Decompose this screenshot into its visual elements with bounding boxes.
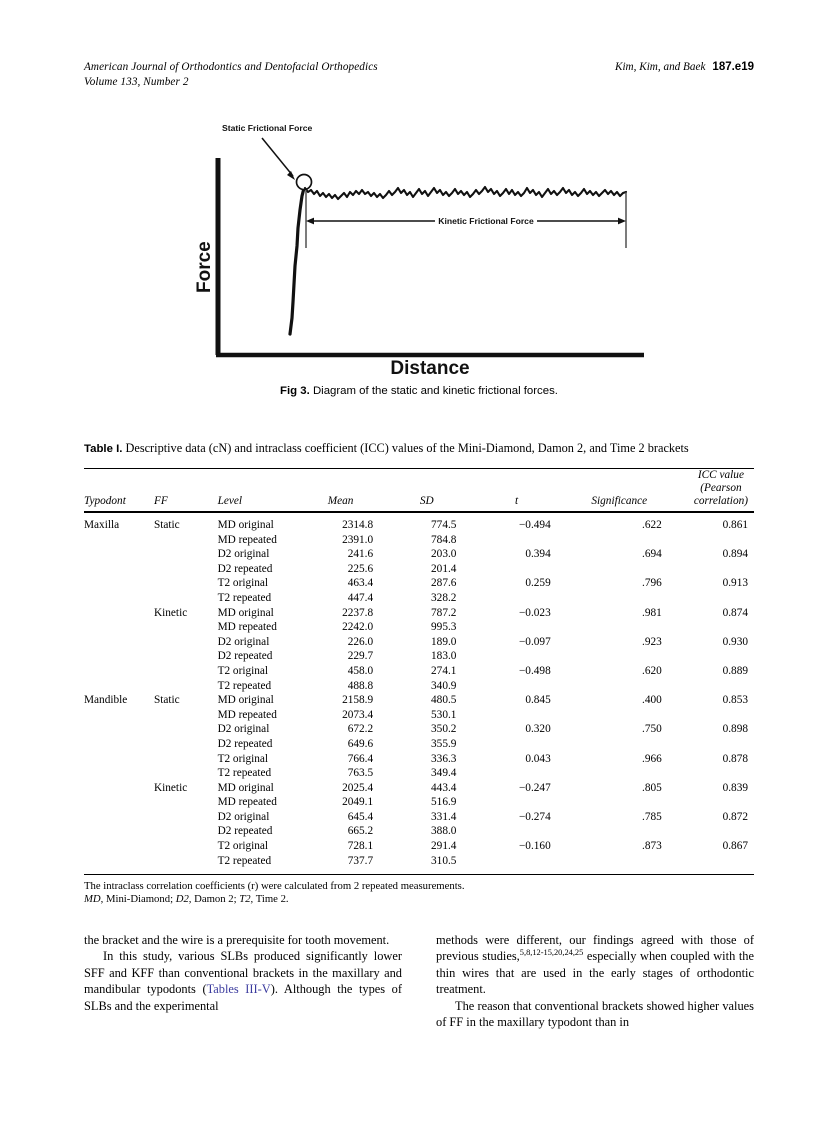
cell-t: 0.043: [525, 752, 551, 765]
cell-sd: 349.4: [431, 767, 457, 780]
table-title: [84, 440, 754, 457]
table-label: Table I.: [84, 443, 123, 455]
cell-icc: 0.878: [722, 752, 748, 765]
running-head-right: [615, 60, 754, 75]
cell-typodont: [84, 635, 154, 650]
table-row: [84, 854, 754, 869]
cell-t: 0.320: [525, 723, 551, 736]
cell-level: MD original: [217, 606, 274, 619]
cell-t: −0.097: [518, 635, 551, 648]
cell-level: MD original: [217, 519, 274, 531]
cell-icc: 0.839: [722, 781, 748, 794]
table-body: [84, 512, 754, 869]
cell-mean: 463.4: [347, 577, 374, 590]
cell-ff: Static: [153, 519, 180, 531]
cell-icc: [694, 854, 754, 869]
cell-t: [482, 854, 576, 869]
cell-icc: [694, 708, 754, 723]
cell-mean: 2242.0: [342, 621, 374, 634]
header-icc-line2: (Pearson correlation): [693, 482, 749, 507]
cell-level: MD original: [217, 781, 274, 794]
cell-sig: .694: [642, 548, 662, 561]
cell-icc: [694, 562, 754, 577]
header-significance: Significance: [577, 469, 694, 512]
cell-level: MD repeated: [217, 796, 277, 809]
cell-icc: [694, 591, 754, 606]
cell-level: MD repeated: [217, 708, 277, 721]
cell-typodont: [84, 752, 154, 767]
cell-mean: 488.8: [347, 679, 374, 692]
cell-sd: 995.3: [431, 621, 457, 634]
body-paragraph-2: [84, 948, 402, 1014]
cell-sig: [577, 562, 694, 577]
cell-sd: 328.2: [431, 591, 457, 604]
cell-sd: 287.6: [431, 577, 457, 590]
cell-level: MD repeated: [217, 621, 277, 634]
cell-t: −0.274: [518, 810, 551, 823]
cell-mean: 2158.9: [342, 694, 374, 707]
cell-ff: [154, 810, 218, 825]
cell-typodont: [84, 577, 154, 592]
cell-sd: 189.0: [431, 635, 457, 648]
cell-t: [482, 650, 576, 665]
cell-ff: [154, 664, 218, 679]
cell-mean: 226.0: [347, 635, 374, 648]
cell-level: MD repeated: [217, 533, 277, 546]
cell-typodont: [84, 664, 154, 679]
cell-level: D2 repeated: [217, 825, 273, 838]
cell-sd: 331.4: [431, 810, 457, 823]
tables-cross-reference-link[interactable]: Tables III-V: [206, 982, 271, 997]
cell-typodont: [84, 737, 154, 752]
cell-mean: 2314.8: [342, 519, 374, 531]
cell-level: T2 repeated: [217, 854, 272, 867]
cell-typodont: [84, 796, 154, 811]
cell-typodont: [84, 810, 154, 825]
cell-sig: .796: [642, 577, 662, 590]
cell-mean: 766.4: [347, 752, 374, 765]
cell-icc: [694, 825, 754, 840]
cell-level: T2 original: [217, 840, 269, 853]
cell-icc: [694, 796, 754, 811]
cell-ff: [154, 621, 218, 636]
header-t: t: [482, 469, 576, 512]
cell-t: −0.498: [518, 664, 551, 677]
cell-sig: [577, 533, 694, 548]
cell-mean: 458.0: [347, 664, 374, 677]
cell-typodont: [84, 533, 154, 548]
cell-level: D2 repeated: [217, 650, 273, 663]
table-row: [84, 577, 754, 592]
cell-mean: 2025.4: [342, 781, 374, 794]
table-row: [84, 737, 754, 752]
header-mean: Mean: [308, 469, 397, 512]
cell-icc: [694, 767, 754, 782]
cell-sd: 355.9: [431, 737, 457, 750]
cell-sig: [577, 825, 694, 840]
footnote-abbr-t2: T2,: [239, 893, 254, 906]
y-axis-title: Force: [194, 241, 215, 293]
cell-mean: 2049.1: [342, 796, 374, 809]
cell-ff: [154, 825, 218, 840]
cell-typodont: [84, 708, 154, 723]
table-row: [84, 694, 754, 709]
header-sd: SD: [397, 469, 482, 512]
friction-diagram-svg: [192, 118, 644, 374]
cell-ff: Kinetic: [153, 606, 188, 619]
cell-icc: [694, 533, 754, 548]
footnote-text-b: Damon 2;: [191, 893, 240, 906]
figure-caption: [84, 384, 754, 399]
table-head: [84, 469, 754, 512]
cell-ff: Kinetic: [153, 781, 188, 794]
cell-icc: 0.894: [722, 548, 748, 561]
cell-ff: [154, 548, 218, 563]
cell-sd: 443.4: [431, 781, 457, 794]
table-row: [84, 781, 754, 796]
cell-level: MD original: [217, 694, 274, 707]
cell-typodont: [84, 781, 154, 796]
cell-sd: 787.2: [431, 606, 457, 619]
cell-sd: 774.5: [431, 519, 457, 531]
cell-sig: .400: [642, 694, 662, 707]
cell-ff: [154, 723, 218, 738]
descriptive-data-table: [84, 469, 754, 869]
cell-sig: .620: [642, 664, 662, 677]
cell-t: [482, 796, 576, 811]
cell-sd: 310.5: [431, 854, 457, 867]
body-p3-text-b: especially when coupled with the thin wires that are used in the early stages of orthodontic treatment.: [436, 949, 754, 997]
header-level: Level: [218, 469, 308, 512]
table-row: [84, 708, 754, 723]
cell-mean: 672.2: [347, 723, 374, 736]
cell-mean: 229.7: [347, 650, 374, 663]
table-row: [84, 752, 754, 767]
cell-t: −0.247: [518, 781, 551, 794]
cell-sig: .923: [642, 635, 662, 648]
cell-level: T2 original: [217, 577, 269, 590]
running-head: [84, 60, 754, 94]
cell-sig: .785: [642, 810, 662, 823]
cell-level: T2 original: [217, 664, 269, 677]
cell-level: D2 original: [217, 810, 270, 823]
footnote-abbr-md: MD,: [84, 893, 104, 906]
body-column-left: [84, 932, 402, 1014]
cell-icc: [694, 650, 754, 665]
cell-sd: 784.8: [431, 533, 457, 546]
cell-ff: [154, 839, 218, 854]
body-text: [84, 932, 754, 1082]
cell-sig: .750: [642, 723, 662, 736]
cell-sd: 183.0: [431, 650, 457, 663]
cell-level: D2 original: [217, 635, 270, 648]
cell-sig: .981: [642, 606, 662, 619]
body-paragraph-4: The reason that conventional brackets showed higher values of FF in the maxillary typodont than in: [436, 998, 754, 1030]
cell-icc: 0.898: [722, 723, 748, 736]
cell-level: D2 original: [217, 723, 270, 736]
table-title-text: Descriptive data (cN) and intraclass coefficient (ICC) values of the Mini-Diamond, Damon 2, and Time 2 brackets: [122, 441, 689, 455]
cell-icc: 0.872: [722, 810, 748, 823]
cell-ff: [154, 796, 218, 811]
cell-t: −0.023: [518, 606, 551, 619]
cell-ff: [154, 854, 218, 869]
cell-t: 0.394: [525, 548, 551, 561]
cell-icc: [694, 621, 754, 636]
cell-icc: 0.867: [722, 840, 748, 853]
cell-sd: 340.9: [431, 679, 457, 692]
cell-typodont: [84, 562, 154, 577]
body-paragraph-1: the bracket and the wire is a prerequisite for tooth movement.: [84, 933, 390, 947]
cell-ff: [154, 591, 218, 606]
cell-sig: .805: [642, 781, 662, 794]
page-number: 187.e19: [712, 61, 754, 73]
cell-level: T2 repeated: [217, 679, 272, 692]
cell-typodont: [84, 854, 154, 869]
cell-t: [482, 767, 576, 782]
cell-mean: 447.4: [347, 591, 374, 604]
cell-icc: 0.889: [722, 664, 748, 677]
table-footnotes: [84, 880, 754, 907]
table-row: [84, 723, 754, 738]
table-row: [84, 810, 754, 825]
cell-icc: 0.861: [722, 519, 748, 531]
cell-typodont: [84, 606, 154, 621]
cell-level: T2 repeated: [217, 767, 272, 780]
cell-mean: 2073.4: [342, 708, 374, 721]
table-row: [84, 512, 754, 533]
cell-ff: [154, 767, 218, 782]
footnote-1: The intraclass correlation coefficients (r) were calculated from 2 repeated measurements.: [84, 879, 465, 892]
table-row: [84, 679, 754, 694]
cell-t: [482, 708, 576, 723]
cell-icc: 0.853: [722, 694, 748, 707]
body-p3-text-a: methods were different, our findings agreed with those of previous studies,: [436, 933, 754, 964]
cell-t: [482, 621, 576, 636]
cell-typodont: [84, 679, 154, 694]
cell-sig: [577, 796, 694, 811]
cell-sd: 530.1: [431, 708, 457, 721]
cell-level: T2 repeated: [217, 591, 272, 604]
cell-mean: 2237.8: [342, 606, 374, 619]
cell-t: [482, 562, 576, 577]
header-icc-line1: ICC value: [697, 469, 744, 481]
cell-typodont: Maxilla: [84, 519, 120, 531]
table-row: [84, 606, 754, 621]
cell-mean: 728.1: [347, 840, 374, 853]
cell-level: T2 original: [217, 752, 269, 765]
cell-typodont: [84, 723, 154, 738]
cell-icc: 0.874: [722, 606, 748, 619]
cell-icc: [694, 679, 754, 694]
cell-mean: 241.6: [347, 548, 374, 561]
cell-mean: 645.4: [347, 810, 374, 823]
cell-sig: [577, 854, 694, 869]
cell-mean: 2391.0: [342, 533, 374, 546]
cell-ff: [154, 708, 218, 723]
table-row: [84, 825, 754, 840]
cell-t: [482, 533, 576, 548]
cell-mean: 763.5: [347, 767, 374, 780]
cell-icc: 0.913: [722, 577, 748, 590]
cell-typodont: [84, 650, 154, 665]
cell-mean: 665.2: [347, 825, 374, 838]
cell-t: 0.845: [525, 694, 551, 707]
cell-t: [482, 825, 576, 840]
cell-ff: [154, 635, 218, 650]
cell-mean: 649.6: [347, 737, 374, 750]
running-head-authors: Kim, Kim, and Baek: [614, 61, 706, 73]
cell-ff: [154, 562, 218, 577]
table-row: [84, 562, 754, 577]
footnote-abbr-d2: D2,: [175, 893, 192, 906]
table-row: [84, 533, 754, 548]
cell-sig: .622: [642, 519, 662, 531]
table-row: [84, 767, 754, 782]
cell-t: [482, 679, 576, 694]
table-row: [84, 548, 754, 563]
table-bottom-rule: [84, 874, 754, 875]
cell-sd: 350.2: [431, 723, 457, 736]
cell-sig: [577, 679, 694, 694]
header-icc: [694, 469, 754, 512]
journal-volume: Volume 133, Number 2: [84, 76, 189, 88]
cell-ff: [154, 737, 218, 752]
footnote-2: [84, 893, 754, 907]
body-column-right: [436, 932, 754, 1030]
body-p2-text-b: ). Although the types of SLBs and the experimental: [84, 982, 402, 1013]
cell-typodont: [84, 621, 154, 636]
cell-sd: 388.0: [431, 825, 457, 838]
cell-sig: [577, 650, 694, 665]
cell-mean: 225.6: [347, 562, 374, 575]
cell-sd: 516.9: [431, 796, 457, 809]
cell-sd: 274.1: [431, 664, 457, 677]
cell-typodont: [84, 767, 154, 782]
cell-icc: [694, 737, 754, 752]
kinetic-force-label: Kinetic Frictional Force: [438, 216, 534, 226]
cell-t: −0.494: [518, 519, 551, 531]
header-ff: FF: [154, 469, 218, 512]
figure-caption-label: Fig 3.: [280, 385, 310, 397]
cell-t: 0.259: [525, 577, 551, 590]
journal-title: American Journal of Orthodontics and Dentofacial Orthopedics: [84, 61, 378, 73]
cell-ff: [154, 752, 218, 767]
cell-sig: [577, 621, 694, 636]
cell-typodont: [84, 825, 154, 840]
cell-ff: [154, 650, 218, 665]
body-p2-text-a: In this study, various SLBs produced significantly lower SFF and KFF than conventional brackets in the maxillary and mandibular typodonts (: [84, 949, 402, 997]
cell-t: [482, 591, 576, 606]
cell-sd: 201.4: [431, 562, 457, 575]
body-paragraph-3: [436, 932, 754, 998]
cell-sig: [577, 708, 694, 723]
cell-sig: [577, 591, 694, 606]
cell-ff: [154, 679, 218, 694]
table-row: [84, 664, 754, 679]
cell-typodont: [84, 548, 154, 563]
static-force-label: Static Frictional Force: [222, 123, 313, 133]
cell-typodont: [84, 839, 154, 854]
cell-typodont: [84, 591, 154, 606]
cell-ff: [154, 577, 218, 592]
table-row: [84, 591, 754, 606]
header-typodont: Typodont: [84, 469, 154, 512]
cell-sd: 336.3: [431, 752, 457, 765]
table-row: [84, 621, 754, 636]
citation-superscript[interactable]: 5,8,12-15,20,24,25: [519, 948, 584, 958]
figure-3: [192, 118, 644, 374]
static-peak-marker-icon: [297, 175, 312, 190]
cell-ff: Static: [153, 694, 180, 707]
cell-icc: 0.930: [722, 635, 748, 648]
table-1-block: [84, 440, 754, 907]
cell-ff: [154, 533, 218, 548]
cell-sig: .873: [642, 840, 662, 853]
cell-typodont: Mandible: [84, 694, 128, 707]
table-row: [84, 635, 754, 650]
footnote-text-a: Mini-Diamond;: [103, 893, 176, 906]
cell-level: D2 original: [217, 548, 270, 561]
table-row: [84, 839, 754, 854]
cell-sig: [577, 767, 694, 782]
table-header-row: [84, 469, 754, 512]
cell-level: D2 repeated: [217, 737, 273, 750]
cell-sd: 480.5: [431, 694, 457, 707]
table-row: [84, 796, 754, 811]
cell-t: −0.160: [518, 840, 551, 853]
table-row: [84, 650, 754, 665]
cell-sig: .966: [642, 752, 662, 765]
cell-t: [482, 737, 576, 752]
running-head-journal: [84, 60, 378, 90]
x-axis-title: Distance: [390, 358, 470, 374]
cell-level: D2 repeated: [217, 562, 273, 575]
figure-caption-text: Diagram of the static and kinetic frictional forces.: [309, 385, 558, 397]
cell-sd: 203.0: [431, 548, 457, 561]
footnote-text-c: Time 2.: [253, 893, 289, 906]
cell-sig: [577, 737, 694, 752]
cell-mean: 737.7: [347, 854, 374, 867]
cell-sd: 291.4: [431, 840, 457, 853]
figure-background: [192, 118, 644, 374]
